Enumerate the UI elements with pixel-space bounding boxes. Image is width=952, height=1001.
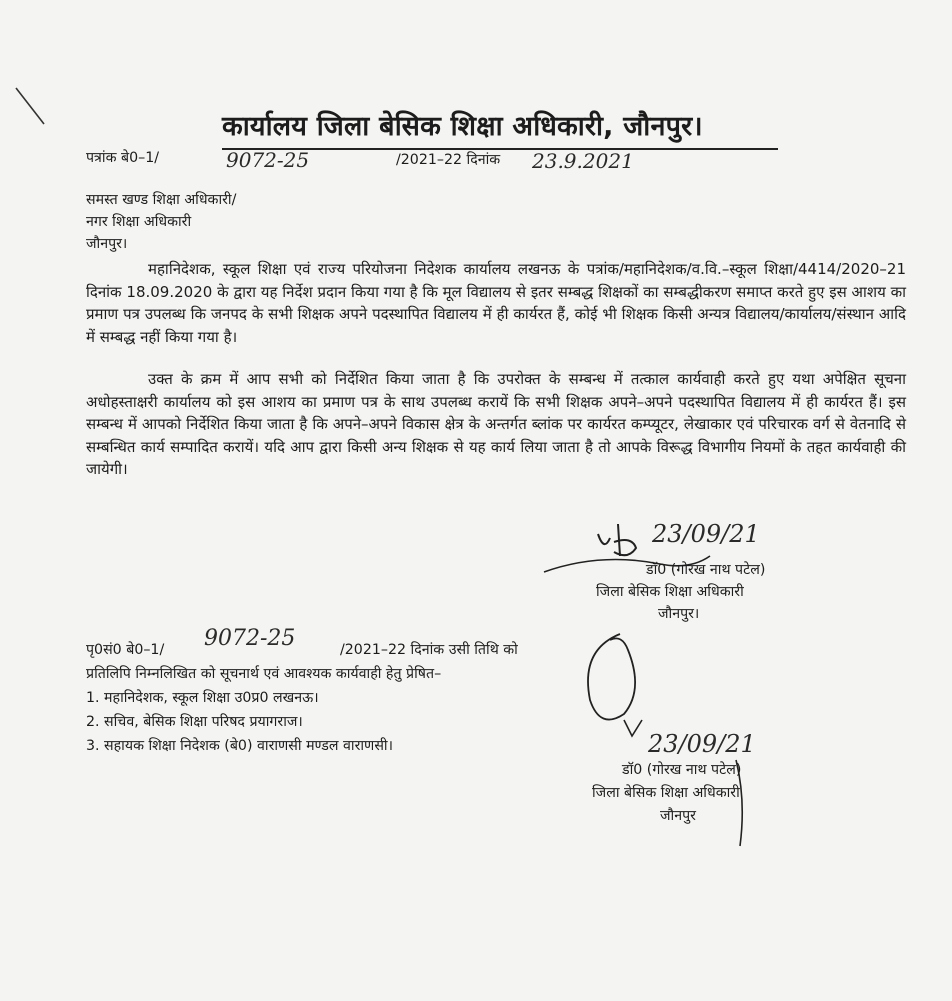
signatory-1-name: डॉ0 (गोरख नाथ पटेल)	[646, 562, 766, 578]
body-paragraph-2-text: उक्त के क्रम में आप सभी को निर्देशित किया जाता है कि उपरोक्त के सम्बन्ध में तत्काल कार्यवाही करते हुए यथा अपेक्षित सूचना अधोहस्ताक्षरी कार्यालय को इस आशय का प्रमाण पत्र के साथ उपलब्ध करायें कि सभी शिक्षक अपने–अपने पदस्थापित विद्यालय में ही कार्यरत हैं। इस सम्बन्ध में आपको निर्देशित किया जाता है कि अपने–अपने विकास क्षेत्र के अन्तर्गत ब्लांक पर कार्यरत कम्प्यूटर, लेखाकार एवं परिचारक वर्ग से वेतनादि से सम्बन्धित कार्य सम्पादित करायें। यदि आप द्वारा किसी अन्य शिक्षक से यह कार्य लिया जाता है तो आपके विरूद्ध विभागीय नियमों के तहत कार्यवाही की जायेगी।	[86, 370, 906, 479]
addressee-line-2: नगर शिक्षा अधिकारी	[86, 214, 192, 230]
handwritten-letter-number: 9072-25	[226, 148, 310, 172]
addressee-line-3: जौनपुर।	[86, 236, 128, 252]
body-paragraph-2	[86, 368, 906, 481]
signatory-2-designation: जिला बेसिक शिक्षा अधिकारी	[592, 785, 740, 801]
signatory-2-name: डॉ0 (गोरख नाथ पटेल)	[622, 762, 742, 778]
letter-year-label: /2021–22 दिनांक	[396, 152, 501, 168]
signatory-2-place: जौनपुर	[660, 808, 696, 824]
letter-ref-label: पत्रांक बे0–1/	[86, 150, 159, 166]
copy-intro: प्रतिलिपि निम्नलिखित को सूचनार्थ एवं आवश्यक कार्यवाही हेतु प्रेषित–	[86, 666, 442, 682]
handwritten-copy-number: 9072-25	[204, 626, 296, 651]
body-paragraph-1	[86, 258, 906, 348]
signature-2-handwritten-date: 23/09/21	[648, 730, 756, 758]
copy-ref-suffix: /2021–22 दिनांक उसी तिथि को	[340, 642, 518, 658]
signatory-1-designation: जिला बेसिक शिक्षा अधिकारी	[596, 584, 744, 600]
body-paragraph-1-text: महानिदेशक, स्कूल शिक्षा एवं राज्य परियोजना निदेशक कार्यालय लखनऊ के पत्रांक/महानिदेशक/व.वि.–स्कूल शिक्षा/4414/2020–21 दिनांक 18.09.2020 के द्वारा यह निर्देश प्रदान किया गया है कि मूल विद्यालय से इतर सम्बद्ध शिक्षकों का सम्बद्धीकरण समाप्त करते हुए इस आशय का प्रमाण पत्र उपलब्ध कि जनपद के सभी शिक्षक अपने पदस्थापित विद्यालय में ही कार्यरत हैं, कोई भी शिक्षक किसी अन्यत्र विद्यालय/कार्यालय/संस्थान आदि में सम्बद्ध नहीं किया गया है।	[86, 260, 906, 346]
copy-list-item-3: 3. सहायक शिक्षा निदेशक (बे0) वाराणसी मण्डल वाराणसी।	[86, 738, 393, 754]
copy-list-item-1: 1. महानिदेशक, स्कूल शिक्षा उ0प्र0 लखनऊ।	[86, 690, 319, 706]
copy-ref-label: पृ0सं0 बे0–1/	[86, 642, 165, 658]
office-title: कार्यालय जिला बेसिक शिक्षा अधिकारी, जौनपुर।	[222, 111, 703, 142]
addressee-line-1: समस्त खण्ड शिक्षा अधिकारी/	[86, 192, 237, 208]
handwritten-letter-date: 23.9.2021	[532, 149, 634, 173]
signature-1-handwritten-date: 23/09/21	[652, 520, 760, 548]
pen-stroke-mark	[10, 84, 50, 128]
copy-list-item-2: 2. सचिव, बेसिक शिक्षा परिषद प्रयागराज।	[86, 714, 303, 730]
signatory-1-place: जौनपुर।	[658, 606, 700, 622]
